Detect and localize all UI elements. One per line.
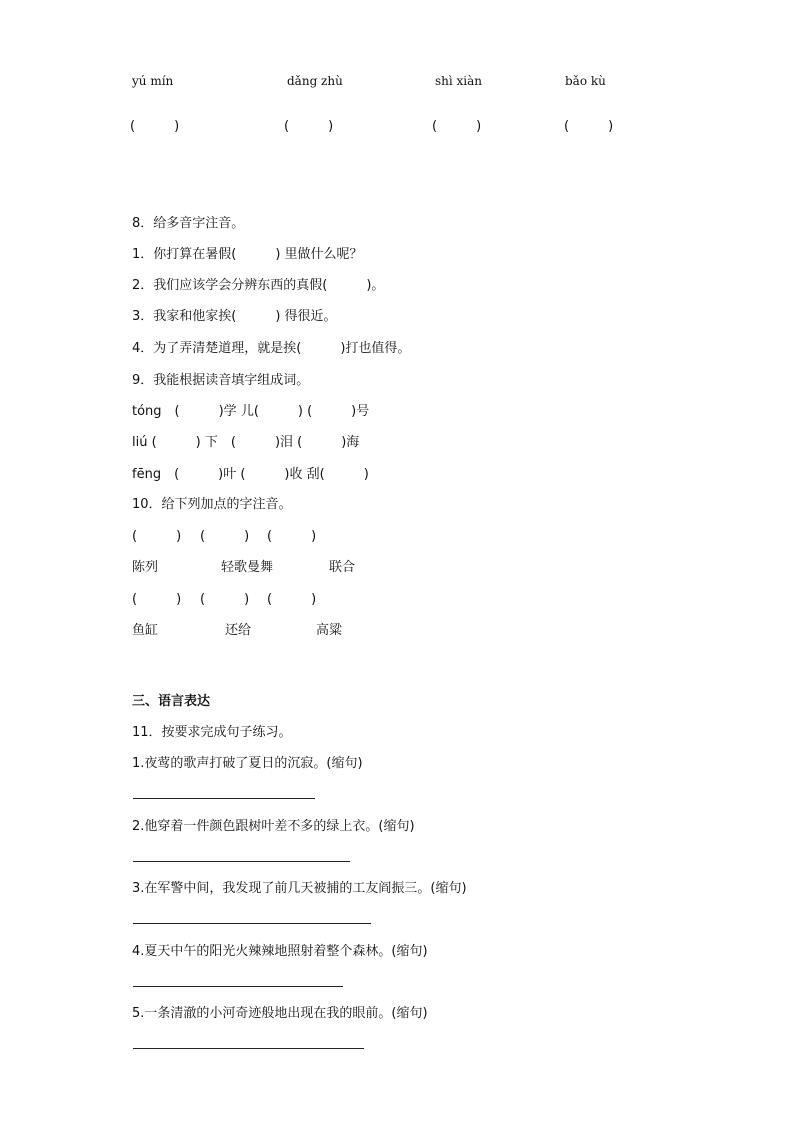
sentence-5: 5.一条清澈的小河奇迹般地出现在我的眼前。(缩句) xyxy=(132,1006,428,1021)
q10-title: 10．给下列加点的字注音。 xyxy=(132,497,292,512)
q8-line-1: 1．你打算在暑假( ) 里做什么呢？ xyxy=(132,247,363,262)
q10-blank-5[interactable]: ( ) xyxy=(200,592,250,607)
q10-word-5: 还给 xyxy=(225,623,252,638)
q10-blank-4[interactable]: ( ) xyxy=(132,592,182,607)
sentence-3: 3.在军警中间，我发现了前几天被捕的工友阎振三。(缩句) xyxy=(132,881,467,896)
pinyin-2: dǎng zhù xyxy=(287,74,343,88)
answer-blank-2[interactable]: ( ) xyxy=(284,119,334,134)
pinyin-4: bǎo kù xyxy=(565,74,606,88)
q10-word-2: 轻歌曼舞 xyxy=(221,560,274,575)
q8-line-3: 3．我家和他家挨( ) 得很近。 xyxy=(132,309,337,324)
sentence-2: 2.他穿着一件颜色跟树叶差不多的绿上衣。(缩句) xyxy=(132,819,415,834)
q11-title: 11．按要求完成句子练习。 xyxy=(132,725,292,740)
pinyin-3: shì xiàn xyxy=(435,74,483,88)
answer-blank-3[interactable]: ( ) xyxy=(432,119,482,134)
q10-word-1: 陈列 xyxy=(132,560,159,575)
answer-line-4[interactable] xyxy=(133,986,343,987)
q10-blank-2[interactable]: ( ) xyxy=(200,529,250,544)
answer-blank-4[interactable]: ( ) xyxy=(564,119,614,134)
q9-line-1: tóng ( )学 儿( ) ( )号 xyxy=(132,404,370,419)
answer-blank-1[interactable]: ( ) xyxy=(130,119,180,134)
q10-word-4: 鱼缸 xyxy=(132,623,159,638)
q10-blank-6[interactable]: ( ) xyxy=(267,592,317,607)
q10-blank-1[interactable]: ( ) xyxy=(132,529,182,544)
q8-line-2: 2．我们应该学会分辨东西的真假( )。 xyxy=(132,278,385,293)
answer-line-2[interactable] xyxy=(133,861,350,862)
q10-word-3: 联合 xyxy=(329,560,356,575)
q10-blank-3[interactable]: ( ) xyxy=(267,529,317,544)
q10-word-6: 高粱 xyxy=(316,623,343,638)
sentence-1: 1.夜莺的歌声打破了夏日的沉寂。(缩句) xyxy=(132,756,363,771)
pinyin-1: yú mín xyxy=(132,74,174,88)
q8-title: 8．给多音字注音。 xyxy=(132,216,245,231)
section-heading: 三、语言表达 xyxy=(132,694,211,709)
q9-line-2: liú ( ) 下 ( )泪 ( )海 xyxy=(132,435,360,450)
q8-line-4: 4．为了弄清楚道理，就是挨( )打也值得。 xyxy=(132,341,411,356)
answer-line-5[interactable] xyxy=(133,1048,364,1049)
q9-title: 9．我能根据读音填字组成词。 xyxy=(132,373,310,388)
answer-line-1[interactable] xyxy=(133,798,315,799)
answer-line-3[interactable] xyxy=(133,923,371,924)
sentence-4: 4.夏天中午的阳光火辣辣地照射着整个森林。(缩句) xyxy=(132,944,428,959)
q9-line-3: fēng ( )叶 ( )收 刮( ) xyxy=(132,467,369,482)
